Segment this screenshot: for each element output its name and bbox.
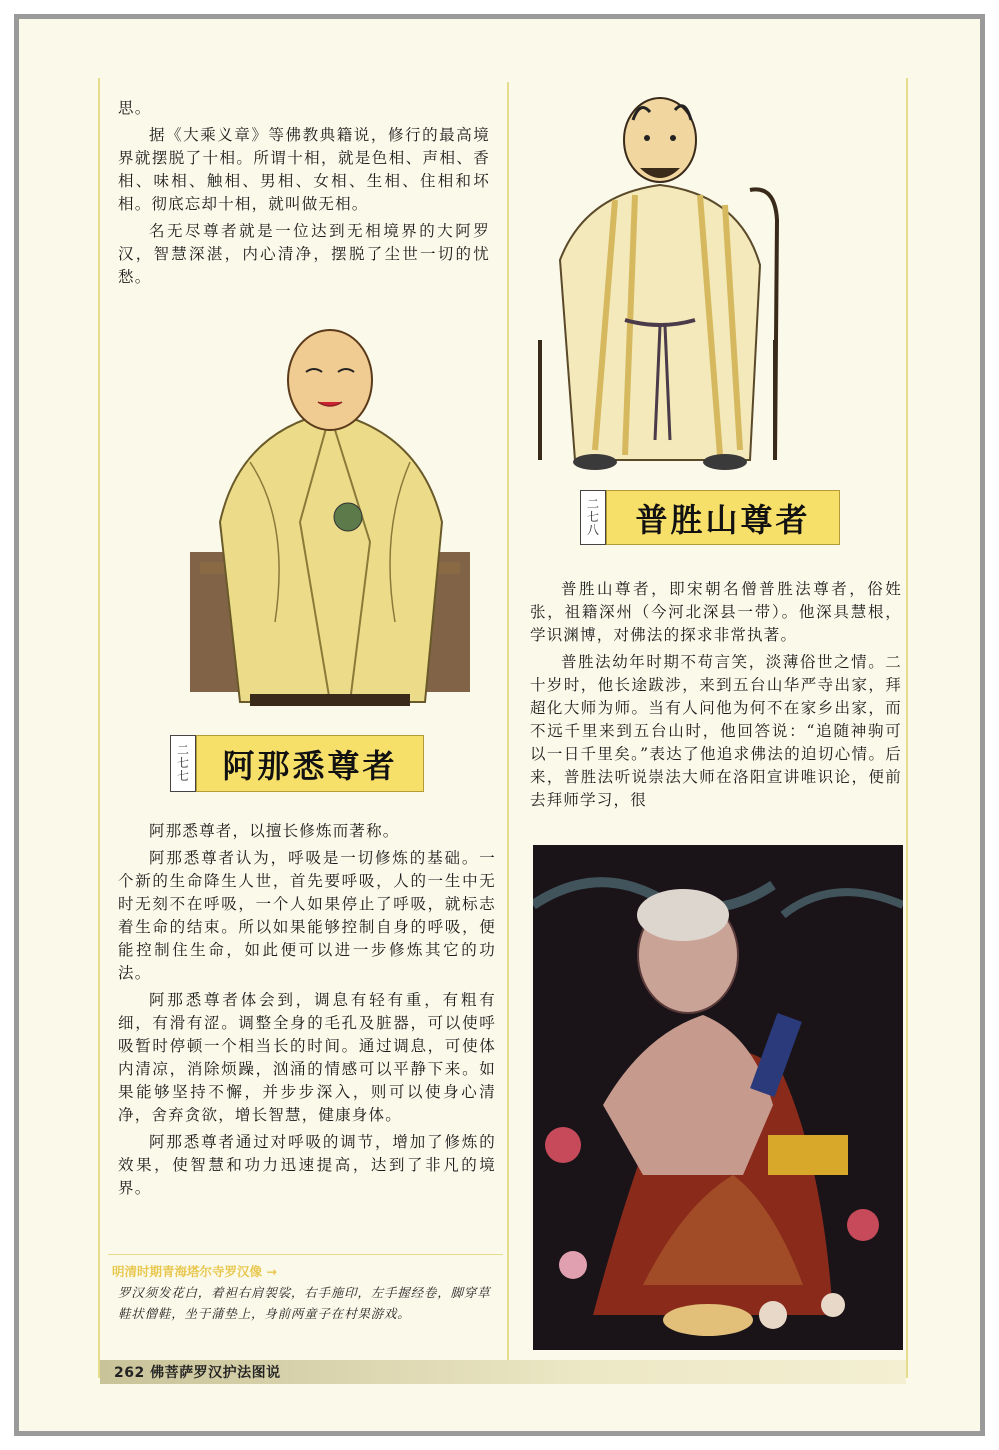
arhat-name-heading: 阿那悉尊者	[196, 735, 424, 792]
eye	[644, 135, 650, 141]
seated-monk-drawing	[525, 90, 805, 475]
eye	[670, 135, 676, 141]
shoe	[703, 454, 747, 470]
page-footer	[100, 1360, 906, 1384]
title-plate-278	[580, 490, 840, 545]
arhat-name-heading: 普胜山尊者	[606, 490, 840, 545]
number-box: 二 七 七	[170, 735, 196, 792]
head	[288, 330, 372, 430]
thangka-arhat-drawing	[533, 845, 903, 1350]
thangka-painting	[533, 845, 903, 1350]
paragraph: 普胜山尊者，即宋朝名僧普胜法尊者，俗姓张，祖籍深州（今河北深县一带）。他深具慧根，学识渊博，对佛法的探求非常执著。	[530, 580, 902, 644]
flower	[847, 1209, 879, 1241]
paragraph: 阿那悉尊者认为，呼吸是一切修炼的基础。一个新的生命降生人世，首先要呼吸，人的一生中无时无刻不在呼吸，一个人如果停止了呼吸，就标志着生命的结束。所以如果能够控制自身的呼吸，便能控制住生命，如此便可以进一步修炼其它的功法。	[118, 849, 496, 982]
paragraph: 普胜法幼年时期不苟言笑，淡薄俗世之情。二十岁时，他长途跋涉，来到五台山华严寺出家，拜超化大师为师。当有人问他为何不在家乡出家，而不远千里来到五台山时，他回答说：“追随神驹可以一日千里矣。”表达了他追求佛法的迫切心情。后来，普胜法听说崇法大师在洛阳宣讲唯识论，便前去拜师学习，很	[530, 653, 902, 809]
small-animal	[334, 503, 362, 531]
golden-vessel	[768, 1135, 848, 1175]
paragraph: 阿那悉尊者，以擅长修炼而著称。	[149, 822, 400, 840]
paragraph: 阿那悉尊者体会到，调息有轻有重，有粗有细，有滑有涩。调整全身的毛孔及脏器，可以使呼吸暂时停顿一个相当长的时间。通过调息，可使体内清凉，消除烦躁，汹涌的情感可以平静下来。如果能够坚持不懈，并步步深入，则可以使身心清净，舍弃贪欲，增长智慧，健康身体。	[118, 991, 496, 1124]
white-hair	[637, 889, 729, 941]
footer-page-label: 262 佛菩萨罗汉护法图说	[114, 1365, 281, 1381]
feet	[663, 1304, 753, 1336]
left-body-text	[118, 820, 496, 1200]
child-figure	[821, 1293, 845, 1317]
paragraph: 据《大乘义章》等佛教典籍说，修行的最高境界就摆脱了十相。所谓十相，就是色相、声相、香相、味相、触相、男相、女相、生相、住相和坏相。彻底忘却十相，就叫做无相。	[118, 126, 490, 213]
number-box: 二 七 八	[580, 490, 606, 545]
caption-divider	[108, 1254, 503, 1255]
arhat-illustration-left	[180, 322, 480, 717]
flower	[545, 1127, 581, 1163]
caption-title: 明清时期青海塔尔寺罗汉像 →	[112, 1264, 277, 1279]
robe	[220, 412, 442, 702]
caption-body: 罗汉须发花白，着袒右肩袈裟，右手施印，左手握经卷，脚穿草鞋状僧鞋，坐于蒲垫上，身前两童子在村果游戏。	[118, 1285, 491, 1321]
paragraph: 阿那悉尊者通过对呼吸的调节，增加了修炼的效果，使智慧和功力迅速提高，达到了非凡的境界。	[118, 1133, 496, 1197]
column-divider	[507, 82, 509, 1382]
title-plate-277	[170, 735, 424, 792]
seated-monk-drawing	[180, 322, 480, 717]
child-figure	[759, 1301, 787, 1329]
footstool	[250, 694, 410, 706]
right-body-text	[530, 578, 902, 812]
flower	[559, 1251, 587, 1279]
paragraph: 思。	[118, 99, 152, 117]
shoe	[573, 454, 617, 470]
paragraph: 名无尽尊者就是一位达到无相境界的大阿罗汉，智慧深湛，内心清净，摆脱了尘世一切的忧愁。	[118, 222, 490, 286]
arhat-illustration-right	[525, 90, 805, 475]
left-top-text	[118, 97, 490, 289]
